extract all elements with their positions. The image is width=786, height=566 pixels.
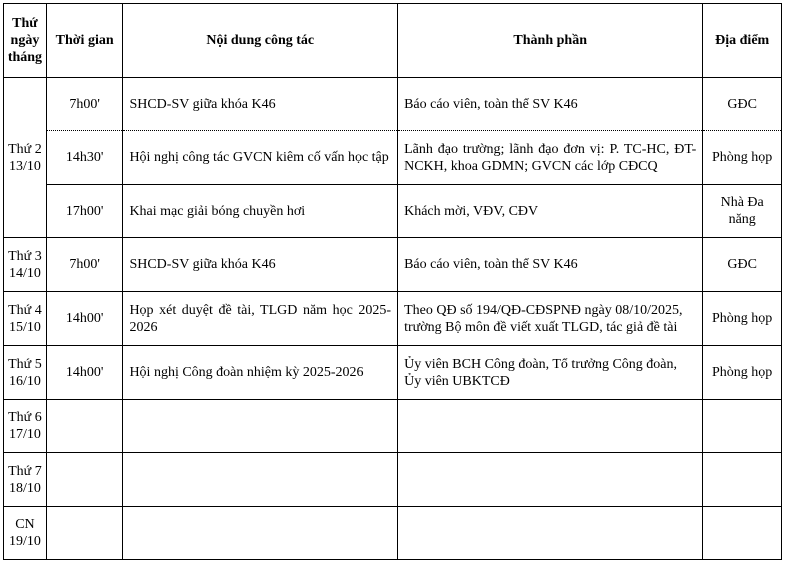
table-row — [4, 78, 782, 131]
table-row — [4, 131, 782, 185]
day-cell: Thứ 4 15/10 — [4, 292, 47, 346]
work-schedule-table — [3, 3, 782, 560]
day-cell: Thứ 5 16/10 — [4, 346, 47, 400]
header-row — [4, 4, 782, 78]
place-cell: GĐC — [703, 238, 782, 292]
place-cell: Nhà Đa năng — [703, 185, 782, 238]
time-cell: 14h30' — [46, 131, 123, 185]
place-cell: Phòng họp — [703, 346, 782, 400]
content-cell: SHCD-SV giữa khóa K46 — [123, 238, 398, 292]
time-cell: 7h00' — [46, 78, 123, 131]
content-cell-empty — [123, 453, 398, 507]
place-cell: Phòng họp — [703, 292, 782, 346]
table-row — [4, 238, 782, 292]
table-row — [4, 185, 782, 238]
day-cell: Thứ 3 14/10 — [4, 238, 47, 292]
place-cell-empty — [703, 453, 782, 507]
day-cell: CN 19/10 — [4, 507, 47, 560]
place-cell-empty — [703, 400, 782, 453]
content-cell: Họp xét duyệt đề tài, TLGD năm học 2025-2026 — [123, 292, 398, 346]
day-cell: Thứ 6 17/10 — [4, 400, 47, 453]
composition-cell: Khách mời, VĐV, CĐV — [398, 185, 703, 238]
day-cell: Thứ 2 13/10 — [4, 78, 47, 238]
composition-cell-empty — [398, 453, 703, 507]
content-cell: Khai mạc giải bóng chuyền hơi — [123, 185, 398, 238]
content-cell: SHCD-SV giữa khóa K46 — [123, 78, 398, 131]
table-row — [4, 453, 782, 507]
time-cell-empty — [46, 400, 123, 453]
content-cell: Hội nghị công tác GVCN kiêm cố vấn học tập — [123, 131, 398, 185]
place-cell: GĐC — [703, 78, 782, 131]
place-cell: Phòng họp — [703, 131, 782, 185]
header-composition: Thành phần — [398, 4, 703, 78]
time-cell: 17h00' — [46, 185, 123, 238]
composition-cell-empty — [398, 400, 703, 453]
table-row — [4, 292, 782, 346]
time-cell-empty — [46, 507, 123, 560]
composition-cell: Báo cáo viên, toàn thể SV K46 — [398, 238, 703, 292]
composition-cell: Ủy viên BCH Công đoàn, Tổ trưởng Công đoàn, Ủy viên UBKTCĐ — [398, 346, 703, 400]
header-time: Thời gian — [46, 4, 123, 78]
time-cell: 14h00' — [46, 346, 123, 400]
composition-cell: Theo QĐ số 194/QĐ-CĐSPNĐ ngày 08/10/2025, trường Bộ môn đề viết xuất TLGD, tác giả đề tài — [398, 292, 703, 346]
header-place: Địa điểm — [703, 4, 782, 78]
table-row — [4, 346, 782, 400]
header-day: Thứ ngày tháng — [4, 4, 47, 78]
composition-cell-empty — [398, 507, 703, 560]
content-cell-empty — [123, 507, 398, 560]
composition-cell: Báo cáo viên, toàn thể SV K46 — [398, 78, 703, 131]
content-cell-empty — [123, 400, 398, 453]
table-row — [4, 507, 782, 560]
place-cell-empty — [703, 507, 782, 560]
table-row — [4, 400, 782, 453]
time-cell: 14h00' — [46, 292, 123, 346]
time-cell-empty — [46, 453, 123, 507]
day-cell: Thứ 7 18/10 — [4, 453, 47, 507]
composition-cell: Lãnh đạo trường; lãnh đạo đơn vị: P. TC-HC, ĐT-NCKH, khoa GDMN; GVCN các lớp CĐCQ — [398, 131, 703, 185]
time-cell: 7h00' — [46, 238, 123, 292]
content-cell: Hội nghị Công đoàn nhiệm kỳ 2025-2026 — [123, 346, 398, 400]
header-content: Nội dung công tác — [123, 4, 398, 78]
